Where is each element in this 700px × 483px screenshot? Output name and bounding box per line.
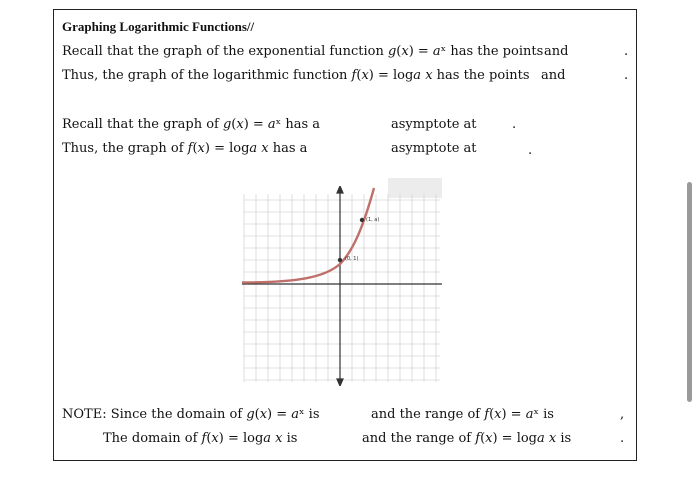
vertical-scrollbar[interactable] — [687, 182, 692, 402]
domain-g-sentence: NOTE: Since the domain of 𝑔(𝑥) = 𝑎ˣ is — [62, 407, 320, 422]
exp-points-period: . — [624, 44, 629, 59]
log-asymptote-at: asymptote at — [391, 141, 477, 156]
note1-comma: , — [620, 407, 625, 422]
point-label-1-a: (1, a) — [366, 217, 380, 223]
note2-period: . — [620, 431, 625, 446]
log-points-and: and — [541, 68, 566, 83]
range-g-sentence: and the range of 𝑓(𝑥) = 𝑎ˣ is — [371, 407, 554, 422]
graph-grid — [244, 194, 440, 382]
log-asymptote-period: . — [528, 143, 533, 158]
point-label-0-1: (0, 1) — [345, 256, 359, 262]
range-f-sentence: and the range of 𝑓(𝑥) = log𝑎 𝑥 is — [362, 431, 572, 446]
exp-points-and: and — [544, 44, 569, 59]
log-asymptote-sentence: Thus, the graph of 𝑓(𝑥) = log𝑎 𝑥 has a — [62, 141, 308, 156]
exponential-curve — [242, 188, 374, 283]
log-points-sentence: Thus, the graph of the logarithmic function 𝑓(𝑥) = log𝑎 𝑥 has the points — [62, 68, 530, 83]
point-1-a — [360, 218, 364, 222]
exponential-graph — [236, 186, 446, 386]
point-0-1 — [338, 258, 342, 262]
exp-asymptote-at: asymptote at — [391, 117, 477, 132]
exp-asymptote-period: . — [512, 117, 517, 132]
exp-points-sentence: Recall that the graph of the exponential function 𝑔(𝑥) = 𝑎ˣ has the points — [62, 44, 544, 59]
exp-asymptote-sentence: Recall that the graph of 𝑔(𝑥) = 𝑎ˣ has a — [62, 117, 320, 132]
log-points-period: . — [624, 68, 629, 83]
worksheet-title: Graphing Logarithmic Functions// — [62, 19, 255, 34]
domain-f-sentence: The domain of 𝑓(𝑥) = log𝑎 𝑥 is — [103, 431, 298, 446]
